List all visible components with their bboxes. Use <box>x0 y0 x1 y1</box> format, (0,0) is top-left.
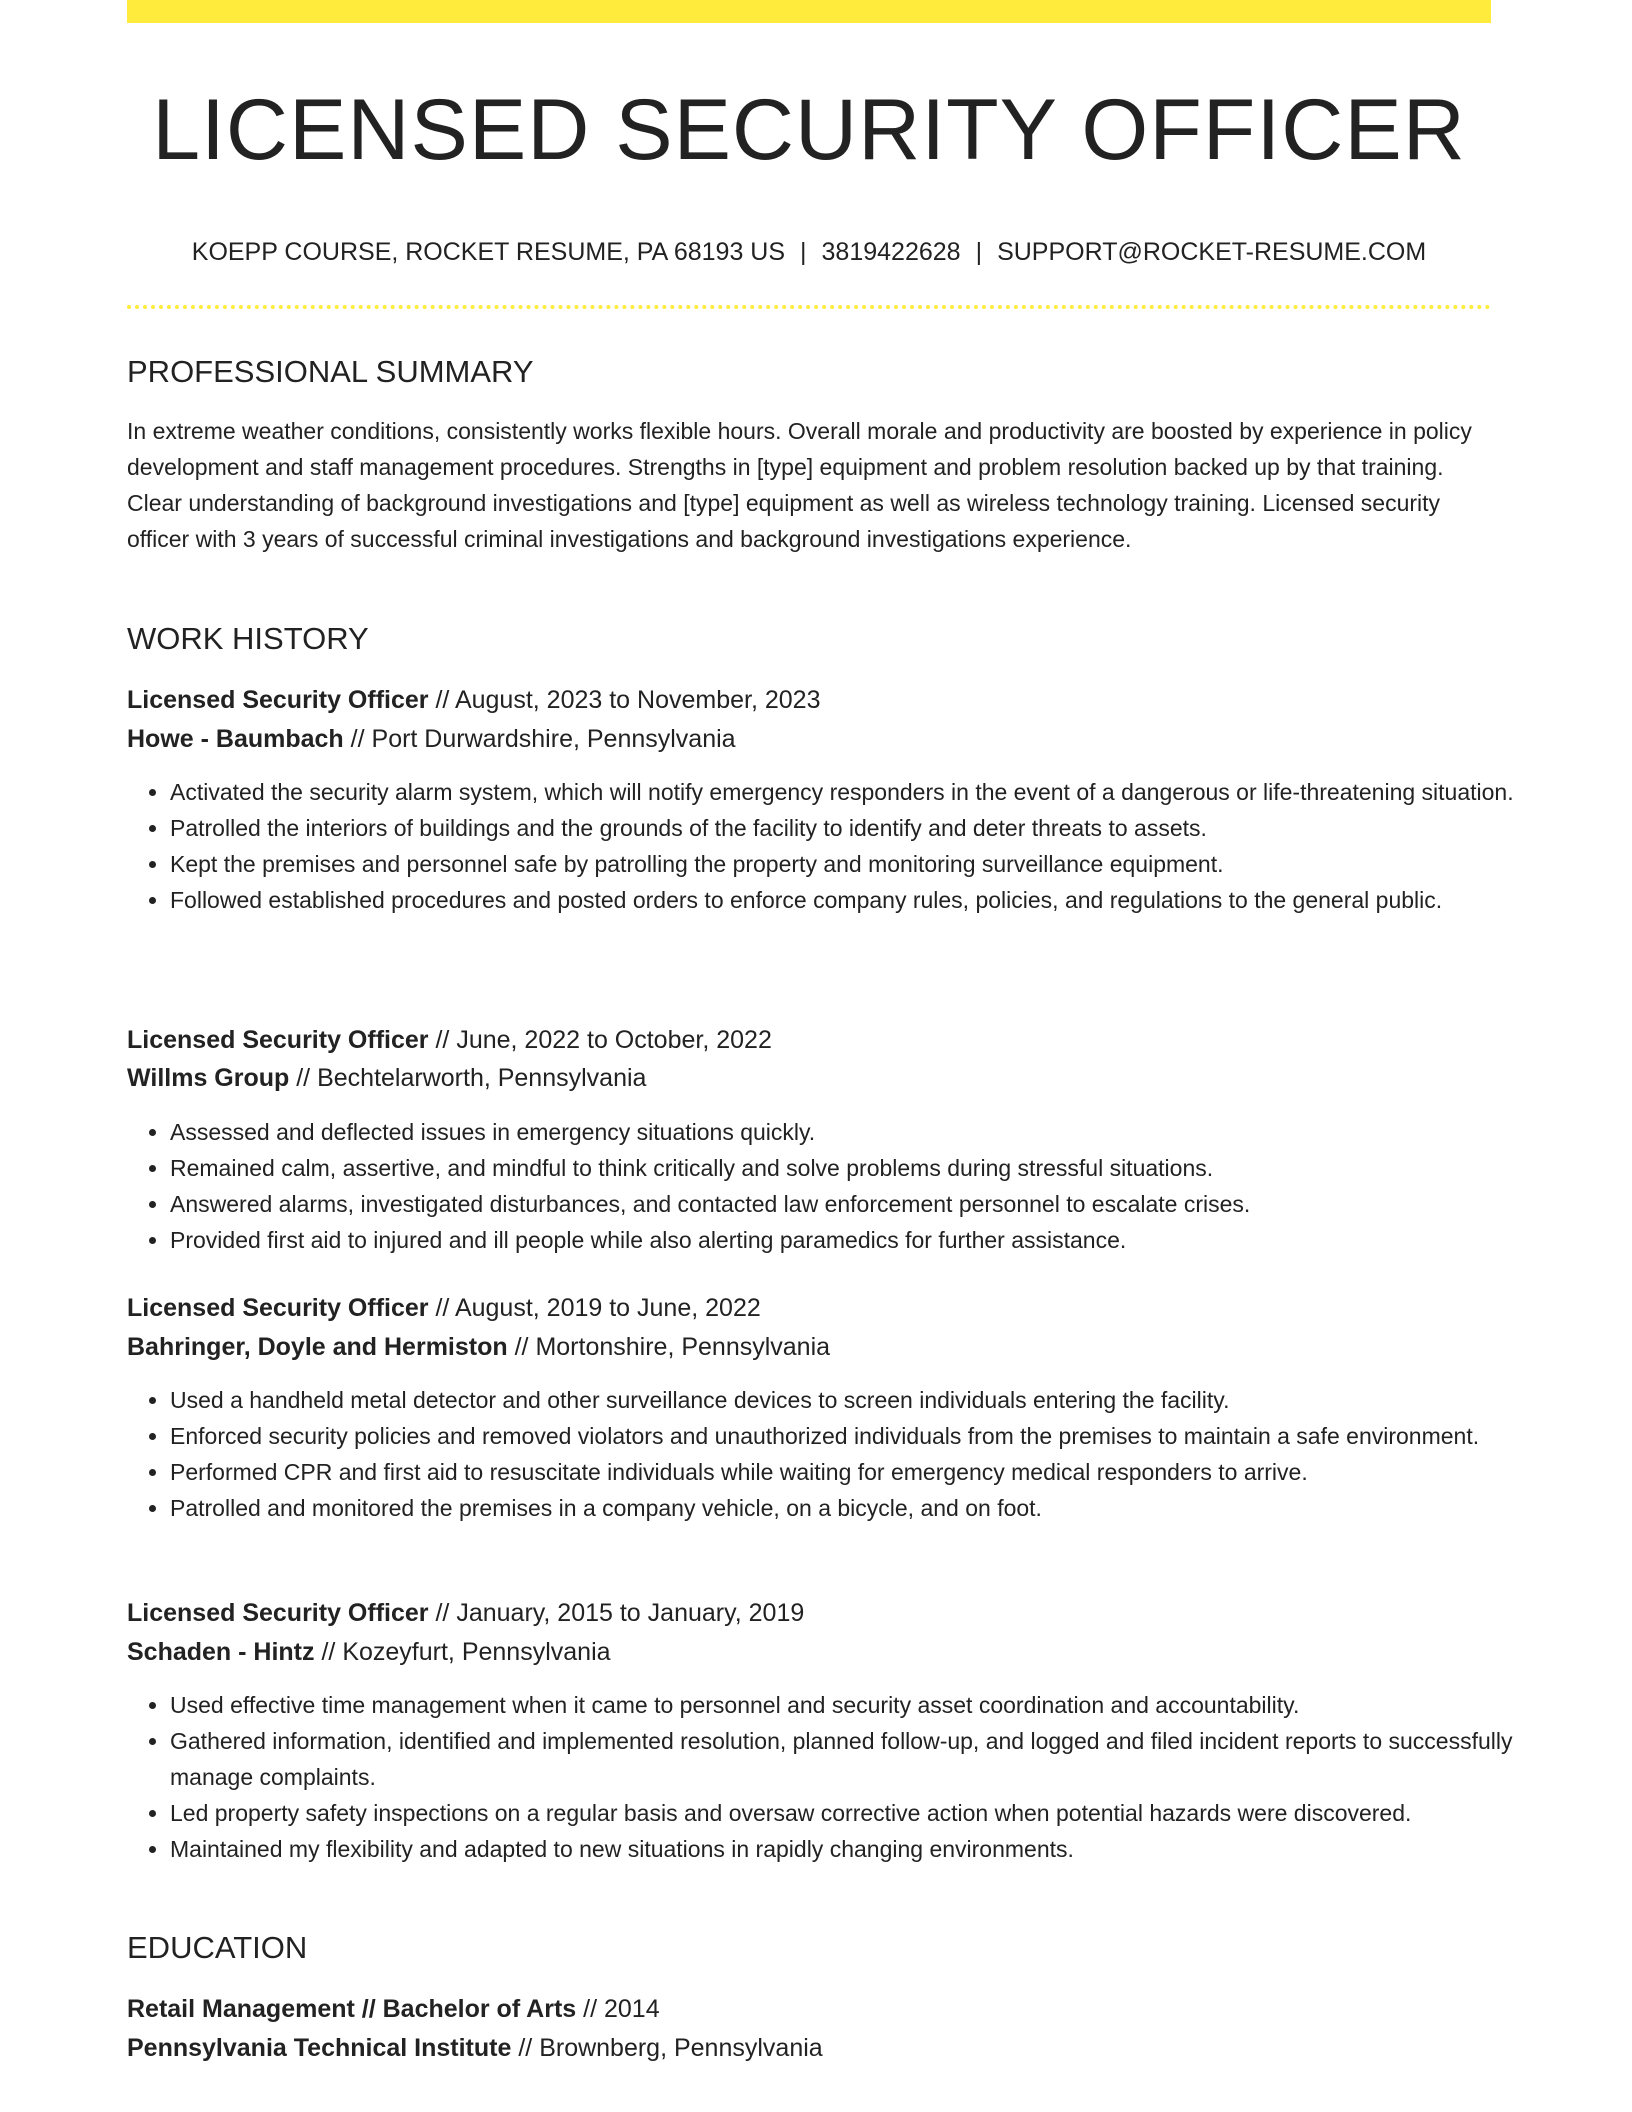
contact-separator: | <box>975 238 983 266</box>
job-company: Willms Group <box>127 1064 290 1092</box>
job-dates: January, 2015 to January, 2019 <box>456 1599 805 1627</box>
education-year: 2014 <box>603 1995 660 2023</box>
job-bullets <box>127 1687 1534 1867</box>
list-item: • Followed established procedures and posted orders to enforce company rules, policies, and regulations to the general public. <box>170 882 1534 918</box>
divider: // <box>583 1995 598 2023</box>
job-title: Licensed Security Officer <box>127 1026 429 1054</box>
divider: // <box>321 1638 336 1666</box>
education-school-line <box>127 2030 823 2066</box>
job-location: Kozeyfurt, Pennsylvania <box>342 1638 611 1666</box>
list-item: • Gathered information, identified and implemented resolution, planned follow-up, and logged and filed incident reports to successfully manage complaints. <box>170 1723 1534 1795</box>
list-item: • Used a handheld metal detector and other surveillance devices to screen individuals entering the facility. <box>170 1382 1534 1418</box>
job-title: Licensed Security Officer <box>127 686 429 714</box>
divider: // <box>435 686 450 714</box>
job-company: Schaden - Hintz <box>127 1638 315 1666</box>
divider: // <box>296 1064 311 1092</box>
list-item: • Patrolled and monitored the premises in a company vehicle, on a bicycle, and on foot. <box>170 1490 1534 1526</box>
job-title: Licensed Security Officer <box>127 1294 429 1322</box>
list-item: • Led property safety inspections on a regular basis and oversaw corrective action when potential hazards were discovered. <box>170 1795 1534 1831</box>
list-item: • Maintained my flexibility and adapted to new situations in rapidly changing environments. <box>170 1831 1534 1867</box>
list-item: • Provided first aid to injured and ill people while also alerting paramedics for further assistance. <box>170 1222 1534 1258</box>
contact-line <box>127 236 1491 268</box>
job-title-line <box>127 1022 772 1058</box>
divider: // <box>514 1333 529 1361</box>
list-item: • Assessed and deflected issues in emergency situations quickly. <box>170 1114 1534 1150</box>
education-degree-line <box>127 1991 660 2027</box>
divider: // <box>435 1599 450 1627</box>
job-company: Bahringer, Doyle and Hermiston <box>127 1333 508 1361</box>
job-company-line <box>127 1329 830 1365</box>
education-degree: Retail Management // Bachelor of Arts <box>127 1995 577 2023</box>
page-title: LICENSED SECURITY OFFICER <box>152 82 1466 178</box>
list-item: • Patrolled the interiors of buildings and the grounds of the facility to identify and deter threats to assets. <box>170 810 1534 846</box>
contact-separator: | <box>800 238 807 266</box>
contact-email[interactable]: SUPPORT@ROCKET-RESUME.COM <box>997 238 1427 266</box>
job-location: Port Durwardshire, Pennsylvania <box>371 725 736 753</box>
job-dates: August, 2019 to June, 2022 <box>454 1294 761 1322</box>
list-item: • Enforced security policies and removed violators and unauthorized individuals from the premises to maintain a safe environment. <box>170 1418 1534 1454</box>
job-company-line <box>127 1060 646 1096</box>
list-item: • Performed CPR and first aid to resuscitate individuals while waiting for emergency medical responders to arrive. <box>170 1454 1534 1490</box>
education-heading: EDUCATION <box>127 1930 308 1965</box>
job-bullets <box>127 774 1534 918</box>
top-accent-bar <box>127 0 1491 23</box>
job-title-line <box>127 1595 804 1631</box>
list-item: • Answered alarms, investigated disturbances, and contacted law enforcement personnel to escalate crises. <box>170 1186 1534 1222</box>
job-dates: June, 2022 to October, 2022 <box>456 1026 772 1054</box>
contact-phone[interactable]: 3819422628 <box>821 238 961 266</box>
divider: // <box>435 1026 450 1054</box>
job-company-line <box>127 1634 611 1670</box>
job-title: Licensed Security Officer <box>127 1599 429 1627</box>
education-school: Pennsylvania Technical Institute <box>127 2034 512 2062</box>
contact-address: KOEPP COURSE, ROCKET RESUME, PA 68193 US <box>191 238 786 266</box>
job-location: Mortonshire, Pennsylvania <box>535 1333 831 1361</box>
education-location: Brownberg, Pennsylvania <box>539 2034 823 2062</box>
summary-text: In extreme weather conditions, consistently works flexible hours. Overall morale and productivity are boosted by experience in policy development and staff management procedures. Strengths in [type] equipment and problem resolution backed up by that training. Clear understanding of background investigations and [type] equipment as well as wireless technology training. Licensed security officer with 3 years of successful criminal investigations and background investigations experience. <box>127 418 1472 552</box>
job-title-line <box>127 682 820 718</box>
job-bullets <box>127 1382 1534 1526</box>
work-history-heading: WORK HISTORY <box>127 621 369 656</box>
dotted-divider <box>127 305 1491 309</box>
list-item: • Activated the security alarm system, which will notify emergency responders in the event of a dangerous or life-threatening situation. <box>170 774 1534 810</box>
divider: // <box>435 1294 450 1322</box>
job-company-line <box>127 721 736 757</box>
list-item: • Used effective time management when it came to personnel and security asset coordination and accountability. <box>170 1687 1534 1723</box>
list-item: • Kept the premises and personnel safe by patrolling the property and monitoring surveillance equipment. <box>170 846 1534 882</box>
job-title-line <box>127 1290 761 1326</box>
job-dates: August, 2023 to November, 2023 <box>454 686 821 714</box>
divider: // <box>518 2034 533 2062</box>
job-bullets <box>127 1114 1534 1258</box>
job-location: Bechtelarworth, Pennsylvania <box>317 1064 647 1092</box>
list-item: • Remained calm, assertive, and mindful to think critically and solve problems during stressful situations. <box>170 1150 1534 1186</box>
job-company: Howe - Baumbach <box>127 725 344 753</box>
summary-heading: PROFESSIONAL SUMMARY <box>127 354 534 389</box>
divider: // <box>350 725 365 753</box>
